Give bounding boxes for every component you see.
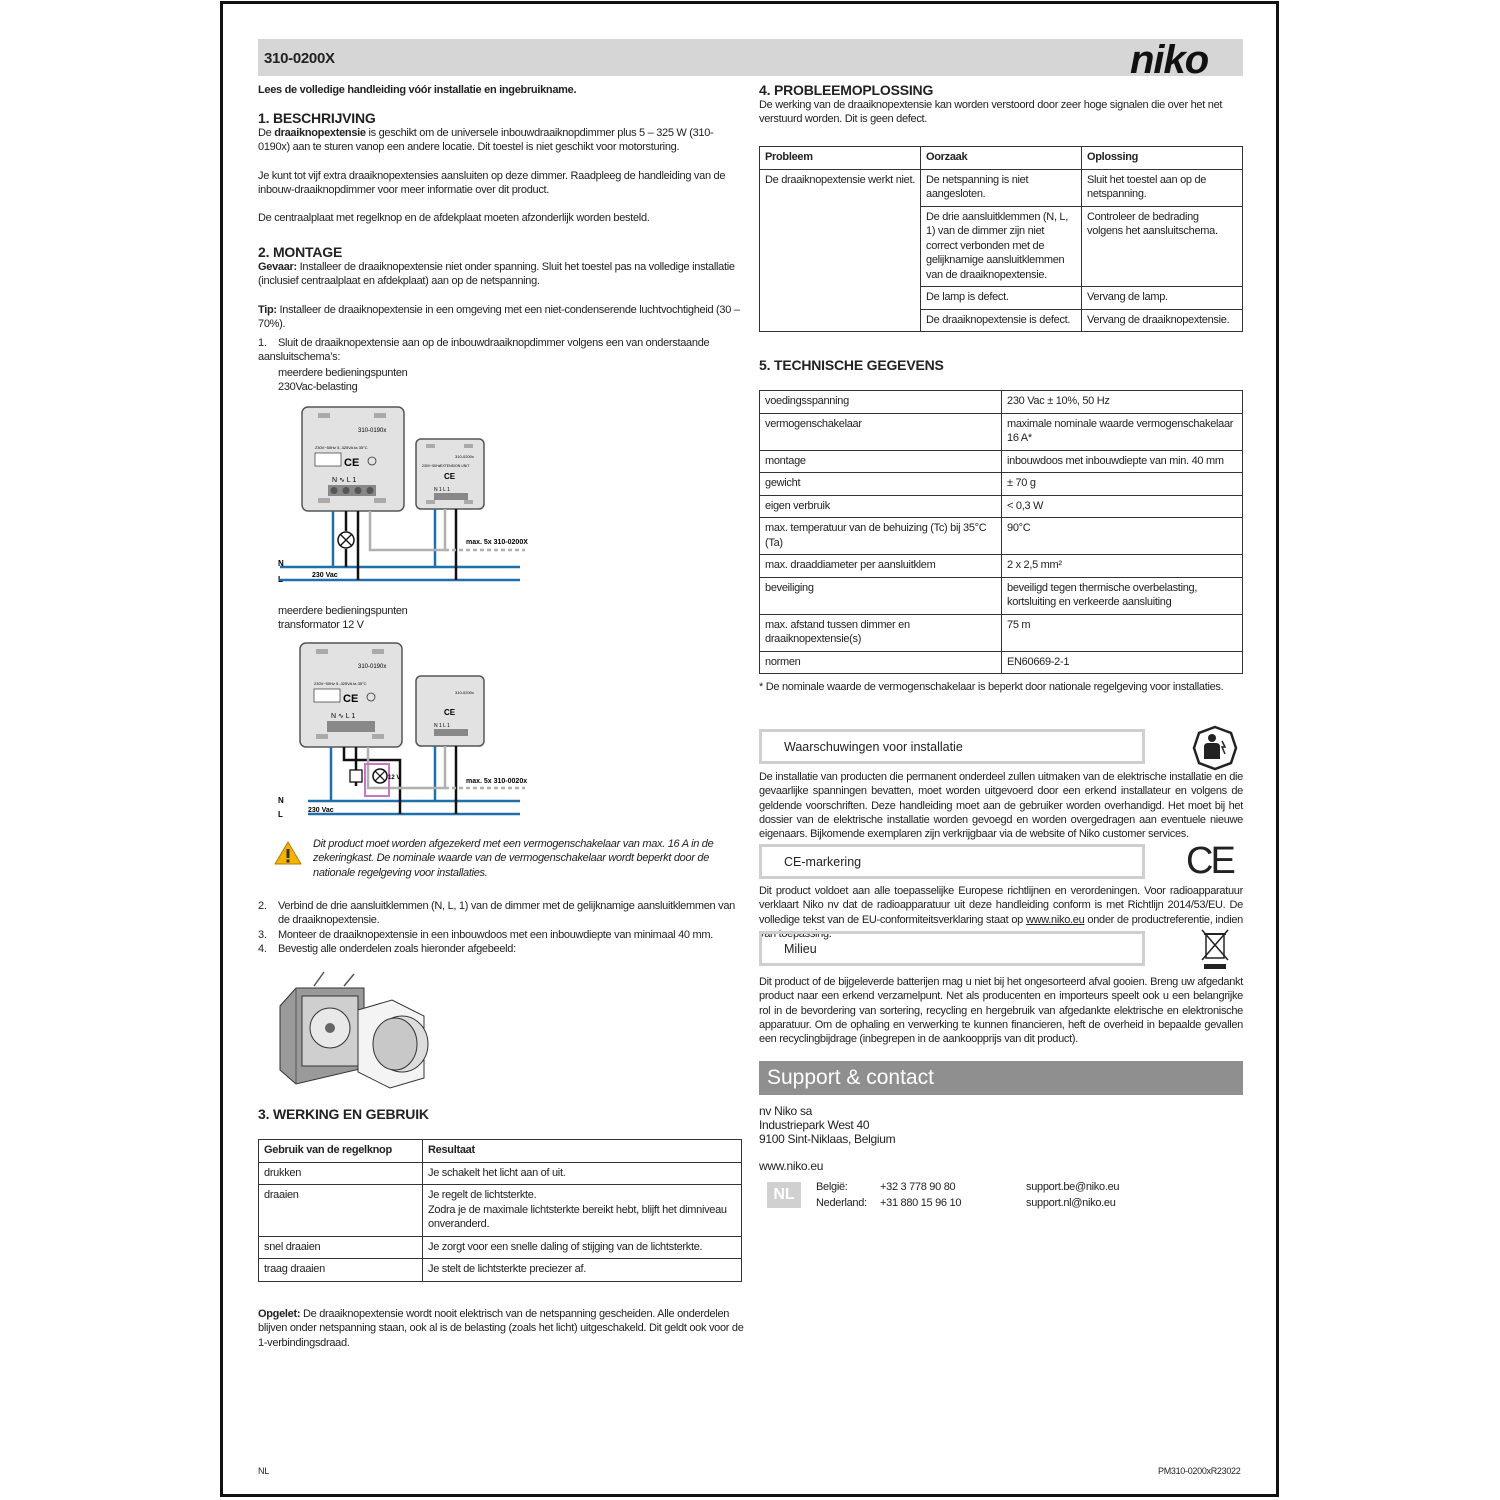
weee-bin-icon [1200,928,1230,970]
svg-text:310-0200x: 310-0200x [455,690,474,695]
support-website-link[interactable]: www.niko.eu [759,1159,824,1173]
svg-text:CE: CE [444,472,456,481]
table-row: drukken Je schakelt het licht aan of uit. [259,1162,742,1185]
assembly-illustration [274,966,434,1090]
column-header: Resultaat [423,1140,742,1163]
section-title: 1. BESCHRIJVING [258,110,376,126]
step-2: 2. Verbind de drie aansluitklemmen (N, L, 1) van de dimmer met de gelijknamige aansluitklemmen van de draaiknopextensie. [258,900,735,927]
support-heading: Support & contact [759,1061,1243,1095]
table-header-row [760,147,1243,170]
contact-list [816,1180,1136,1211]
svg-text:max. 5x 310-0020x: max. 5x 310-0020x [466,778,528,785]
diagram-1-caption: meerdere bedieningspunten 230Vac-belasting [278,367,408,394]
svg-text:310-0190x: 310-0190x [358,428,387,434]
environment-text: Dit product of de bijgeleverde batterijen mag u niet bij het ongesorteerd afval gooien. Breng uw afgedankt product naar een erkend verzamelpunt. Net als producenten en importeurs speelt ook u een belangrijke rol in de bevordering van sortering, recycling en hergebruik van afgedankte elektrische en elektronische apparatuur. Om de ophaling en verwerking te kunnen financieren, heft de overheid in bepaalde gevallen een recyclingbijdrage (inbegrepen in de aankoopprijs van dit product). [759,976,1243,1046]
warning-text: Dit product moet worden afgezekerd met een vermogenschakelaar van max. 16 A in de zekeringkast. De nominale waarde van de vermogenschakelaar wordt beperkt door de nationale regelgeving voor installaties. [313,838,714,879]
section-technische-gegevens [759,357,944,373]
usage-table [258,1139,742,1282]
company-address: nv Niko sa Industriepark West 40 9100 Sint-Niklaas, Belgium [759,1104,896,1146]
section-montage [258,244,742,331]
svg-text:230 Vac: 230 Vac [308,807,334,814]
svg-text:L: L [278,810,283,819]
ce-mark-icon: CE [1186,840,1233,882]
wiring-diagram-230vac [270,400,540,590]
section-title: 2. MONTAGE [258,244,343,260]
table-row: De drie aansluitklemmen (N, L, 1) van de dimmer zijn niet correct verbonden met de gelijknamige aansluitklemmen van de draaiknopextensie. Controleer de bedrading volgens het aansluitschema. [760,206,1243,287]
paragraph: Je kunt tot vijf extra draaiknopextensies aansluiten op deze dimmer. Raadpleeg de handleiding van de inbouw-draaiknopdimmer voor meer informatie over dit product. [258,169,726,196]
contact-row-nl: Nederland: +31 880 15 96 10 support.nl@niko.eu [816,1197,1116,1210]
svg-text:CE: CE [344,457,360,469]
paragraph: De werking van de draaiknopextensie kan worden verstoord door zeer hoge signalen die over het net verstuurd worden. Dit is geen defect. [759,99,1223,126]
doc-code: 310-0200X [264,50,335,67]
svg-text:max. 5x 310-0200X: max. 5x 310-0200X [466,539,528,546]
extension-unit [416,439,484,509]
contact-row-be: België: +32 3 778 90 80 support.be@niko.eu [816,1181,1120,1193]
svg-text:EXTENSION UNIT: EXTENSION UNIT [440,464,470,468]
paragraph: De centraalplaat met regelknop en de afdekplaat moeten afzonderlijk worden besteld. [258,212,650,225]
install-warnings-heading: Waarschuwingen voor installatie [759,729,1145,764]
table-row: montage inbouwdoos met inbouwdiepte van min. 40 mm [760,450,1243,473]
diagram-2-caption: meerdere bedieningspunten transformator 12 V [278,605,408,632]
table-row: normen EN60669-2-1 [760,651,1243,674]
step-4: 4. Bevestig alle onderdelen zoals hieronder afgebeeld: [258,942,516,955]
column-header: Gebruik van de regelknop [259,1140,423,1163]
wiring-diagram-transformer [270,636,540,826]
table-row: gewicht ± 70 g [760,473,1243,496]
header-bar [258,39,1243,76]
svg-text:310-0190x: 310-0190x [358,664,387,670]
support-email-be[interactable]: support.be@niko.eu [1026,1181,1120,1193]
dimmer-unit [300,643,402,747]
svg-text:CE: CE [343,693,359,705]
installer-warning-icon [1192,725,1238,771]
extension-unit [416,676,484,746]
svg-text:N: N [278,559,284,568]
column-header: Probleem [760,147,921,170]
svg-text:CE: CE [444,708,456,717]
steps-list [258,899,742,956]
specs-footnote: * De nominale waarde de vermogenschakelaar is beperkt door nationale regelgeving voor installaties. [759,681,1224,693]
footer-reference: PM310-0200xR23022 [1158,1466,1241,1476]
table-row: beveiliging beveiligd tegen thermische overbelasting, kortsluiting en verkeerde aansluiting [760,577,1243,614]
svg-text:230V~50Hz: 230V~50Hz [422,464,441,468]
section-beschrijving [258,110,742,225]
svg-text:N ∿ L 1: N ∿ L 1 [332,477,357,484]
table-row: max. temperatuur van de behuizing (Tc) bij 35°C (Ta) 90°C [760,518,1243,555]
table-row: snel draaien Je zorgt voor een snelle daling of stijging van de lichtsterkte. [259,1236,742,1259]
svg-text:N: N [278,796,284,805]
footer-language: NL [258,1466,269,1476]
table-row: draaien Je regelt de lichtsterkte. Zodra je de maximale lichtsterkte bereikt hebt, blijft het dimniveau onveranderd. [259,1185,742,1237]
svg-text:12 V: 12 V [388,775,401,781]
ce-marking-text: Dit product voldoet aan alle toepasselijke Europese richtlijnen en verordeningen. Voor radioapparatuur verklaart Niko nv dat de radioapparatuur uit deze handleiding conform is met Richtlijn 2014/53/EU. De volledige tekst van de EU-conformiteitsverklaring staat op www.niko.eu onder de productreferentie, indien van toepassing. [759,885,1243,940]
table-header-row [259,1140,742,1163]
tip-paragraph: Tip: Installeer de draaiknopextensie in een omgeving met een niet-condenserende luchtvochtigheid (30 – 70%). [258,303,740,330]
step-1: 1. Sluit de draaiknopextensie aan op de inbouwdraaiknopdimmer volgens een van onderstaande aansluitschema’s: [258,337,710,364]
svg-text:230V~50Hz 5..325VA ta 35°C: 230V~50Hz 5..325VA ta 35°C [314,681,367,686]
svg-text:N 1 L 1: N 1 L 1 [434,487,450,493]
svg-text:230 Vac: 230 Vac [312,572,338,579]
warning-icon [274,840,302,866]
intro-text: Lees de volledige handleiding vóór installatie en ingebruikname. [258,84,577,96]
svg-text:L: L [278,575,283,584]
support-email-nl[interactable]: support.nl@niko.eu [1026,1197,1116,1210]
transformer-icon [350,770,362,782]
ce-marking-heading: CE-markering [759,844,1145,879]
table-row: traag draaien Je stelt de lichtsterkte preciezer af. [259,1259,742,1282]
svg-text:310-0200x: 310-0200x [455,454,474,459]
install-warnings-text: De installatie van producten die permanent onderdeel zullen uitmaken van de elektrische installatie en die gevaarlijke spanningen bevatten, moet worden uitgevoerd door een erkend installateur en volgens de geldende voorschriften. Deze handleiding moet aan de gebruiker worden overhandigd. Het moet bij het dossier van de elektrische installatie worden gevoegd en worden overgedragen aan eventuele nieuwe eigenaars. Bijkomende exemplaren zijn verkrijgbaar via de website of Niko customer services. [759,771,1243,841]
caution-note: Opgelet: De draaiknopextensie wordt nooit elektrisch van de netspanning gescheiden. Alle onderdelen blijven onder netspanning staan, ook al is de belasting (zoals het licht) uitgeschakeld. Dit geldt ook voor de 1-verbindingsdraad. [258,1308,744,1349]
svg-text:N 1 L 1: N 1 L 1 [434,723,450,729]
step-3: 3. Monteer de draaiknopextensie in een inbouwdoos met een inbouwdiepte van minimaal 40 mm. [258,928,713,941]
table-row: max. draaddiameter per aansluitklem 2 x 2,5 mm² [760,555,1243,578]
section-title: 4. PROBLEEMOPLOSSING [759,82,934,98]
table-row: De draaiknopextensie werkt niet. De netspanning is niet aangesloten. Sluit het toestel aan op de netspanning. [760,169,1243,206]
table-row: De draaiknopextensie is defect. Vervang de draaiknopextensie. [760,309,1243,332]
section-probleemoplossing [759,82,1243,127]
language-badge: NL [767,1182,801,1208]
brand-logo: niko [1130,38,1209,82]
section-werking [258,1106,429,1122]
svg-text:N ∿ L 1: N ∿ L 1 [331,713,356,720]
paragraph: De draaiknopextensie is geschikt om de universele inbouwdraaiknopdimmer plus 5 – 325 W (310-0190x) aan te sturen vanop een andere locatie. Dit toestel is niet geschikt voor motorsturing. [258,127,714,154]
troubleshooting-table [759,146,1243,332]
table-row: eigen verbruik < 0,3 W [760,495,1243,518]
niko-website-link[interactable]: www.niko.eu [1025,913,1085,926]
table-row: De lamp is defect. Vervang de lamp. [760,287,1243,310]
table-row: vermogenschakelaar maximale nominale waarde vermogenschakelaar 16 A* [760,413,1243,450]
danger-paragraph: Gevaar: Installeer de draaiknopextensie niet onder spanning. Sluit het toestel pas na volledige installatie (inclusief centraalplaat en afdekplaat) aan op de netspanning. [258,261,735,288]
column-header: Oplossing [1082,147,1243,170]
table-row: voedingsspanning 230 Vac ± 10%, 50 Hz [760,391,1243,414]
column-header: Oorzaak [921,147,1082,170]
section-title: 5. TECHNISCHE GEGEVENS [759,357,944,373]
section-title: 3. WERKING EN GEBRUIK [258,1106,429,1122]
dimmer-unit [302,407,404,511]
environment-heading: Milieu [759,931,1145,966]
svg-text:230V~50Hz 5..325VA ta 35°C: 230V~50Hz 5..325VA ta 35°C [315,445,368,450]
table-row: max. afstand tussen dimmer en draaiknopextensie(s) 75 m [760,614,1243,651]
specs-table [759,390,1243,674]
